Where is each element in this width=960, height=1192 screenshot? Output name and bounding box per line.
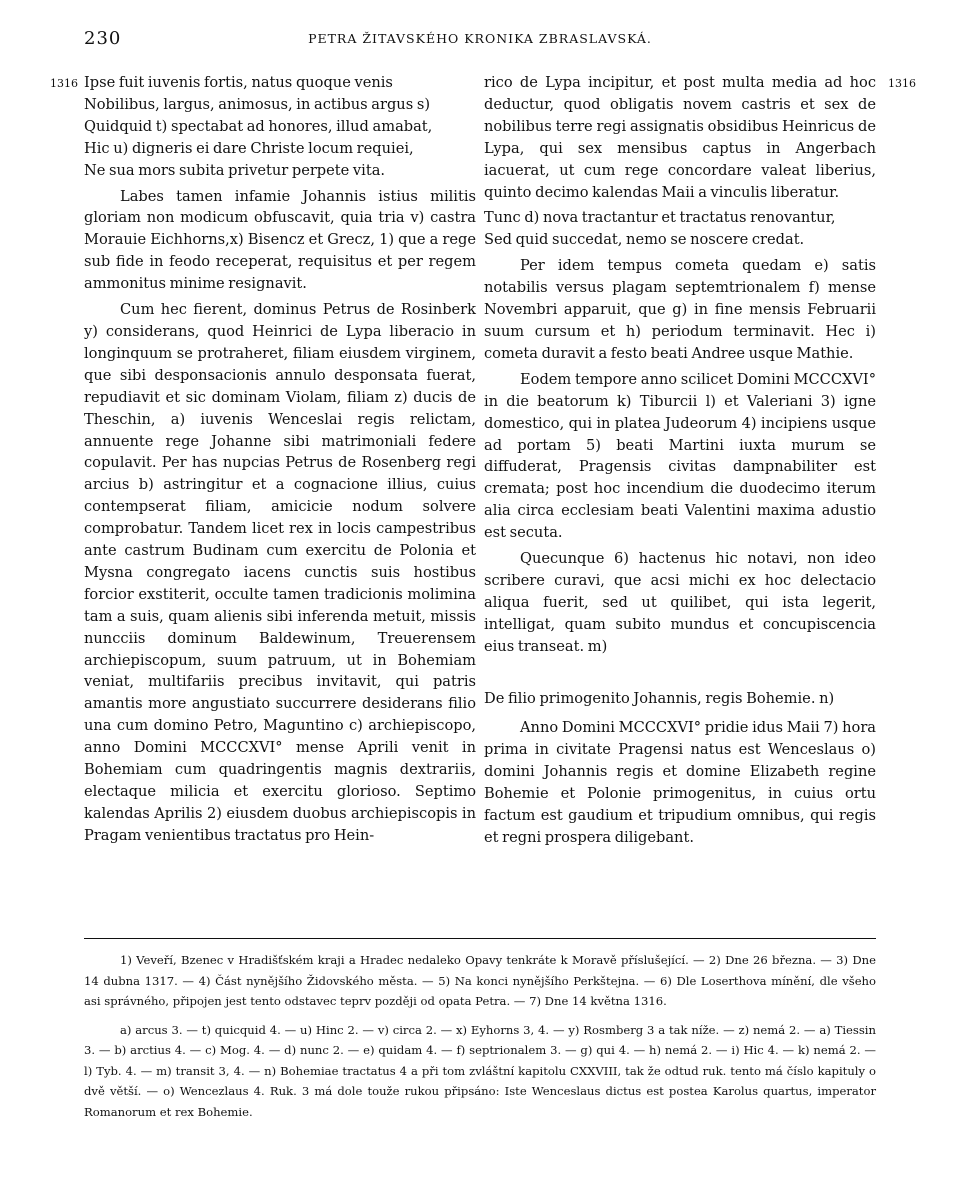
paragraph-quecunque: Quecunque 6) hactenus hic notavi, non ideo scribere curavi, que acsi michi ex hoc delectacio aliqua fuerit, sed ut quilibet, qui ista legerit, intelligat, quam subito mundus et concupiscencia eius transeat. m) <box>484 550 876 655</box>
epitaph-verse <box>84 72 476 182</box>
paragraph-labes: Labes tamen infamie Johannis istius militis gloriam non modicum obfuscavit, quia tria v) castra Morauie Eichhorns,x) Bisencz et Grecz, 1) que a rege sub fide in feodo receperat, requisitus et per regem ammonitus minime resignavit. <box>84 187 476 293</box>
left-column <box>84 72 476 851</box>
paragraph-cometa: Per idem tempus cometa quedam e) satis notabilis versus plagam septemtrionalem f) mense Novembri apparuit, que g) in fine mensis Februarii suum cursum et h) periodum terminavit. Hec i) cometa duravit a festo beati Andree usque Mathie. <box>484 257 876 362</box>
margin-year-left: 1316 <box>50 77 78 90</box>
verse-line: Sed quid succedat, nemo se noscere credat. <box>484 231 805 249</box>
right-column <box>484 72 876 853</box>
verse-line: Tunc d) nova tractantur et tractatus renovantur, <box>484 209 836 227</box>
page-header <box>84 28 876 52</box>
critical-apparatus: a) arcus 3. — t) quicquid 4. — u) Hinc 2. — v) circa 2. — x) Eyhorns 3, 4. — y) Rosmberg 3 a tak níže. — z) nemá 2. — a) Tiessin 3. — b) arctius 4. — c) Mog. 4. — d) nunc 2. — e) quidam 4. — f) septrionalem 3. — g) qui 4. — h) nemá 2. — i) Hic 4. — k) nemá 2. — l) Tyb. 4. — m) transit 3, 4. — n) Bohemiae tractatus 4 a při tom zvláštní kapitolu CXXVIII, tak že odtud ruk. tento má číslo kapituly o dvě větší. — o) Wencezlaus 4. Ruk. 3 má dole touže rukou připsáno: Iste Wenceslaus dictus est postea Karolus quartus, imperator Romanorum et rex Bohemie. <box>84 1022 876 1119</box>
verse-line: Ne sua mors subita privetur perpete vita. <box>84 161 386 179</box>
footnote-rule <box>84 938 876 939</box>
margin-year-right: 1316 <box>888 77 916 90</box>
paragraph-incendium: Eodem tempore anno scilicet Domini MCCCXVI° in die beatorum k) Tiburcii l) et Valeriani 3) igne domestico, qui in platea Judeorum 4) incipiens usque ad portam 5) beati Martini iuxta murum se diffuderat, Pragensis civitas dampnabiliter est cremata; post hoc incendium die duodecimo iterum alia circa ecclesiam beati Valentini maxima adustio est secuta. <box>484 370 876 542</box>
verse-line: Nobilibus, largus, animosus, in actibus argus s) <box>84 95 431 113</box>
paragraph-birth-wenceslaus: Anno Domini MCCCXVI° pridie idus Maii 7) hora prima in civitate Pragensi natus est Wenceslaus o) domini Johannis regis et domine Elizabeth regine Bohemie et Polonie primogenitus, in cuius ortu factum est gaudium et tripudium omnibus, qui regis et regni prospera diligebant. <box>484 719 876 846</box>
running-title: PETRA ŽITAVSKÉHO KRONIKA ZBRASLAVSKÁ. <box>308 31 652 46</box>
verse-line: Ipse fuit iuvenis fortis, natus quoque venis <box>84 74 393 91</box>
verse-line: Hic u) digneris ei dare Christe locum requiei, <box>84 139 414 157</box>
footnote-separator <box>84 1012 876 1020</box>
paragraph-rosinberk: Cum hec fierent, dominus Petrus de Rosinberk y) considerans, quod Heinrici de Lypa liberacio in longinquum se protraheret, filiam eiusdem virginem, que sibi desponsacionis annulo desponsata fuerat, repudiavit et sic dominam Violam, filiam z) ducis de Theschin, a) iuvenis Wenceslai regis relictam, annuente rege Johanne sibi matrimoniali federe copulavit. Per has nupcias Petrus de Rosenberg regi arcius b) astringitur et a cognacione illius, cuius contempserat filiam, amicicie nodum solvere comprobatur. Tandem licet rex in locis campestribus ante castrum Budinam cum exercitu de Polonia et Mysna congregato iacens cunctis suis hostibus forcior exstiterit, occulte tamen tradicionis molimina tam a suis, quam alienis sibi inferenda metuit, missis nuncciis dominum Baldewinum, Treuerensem archiepiscopum, suum patruum, ut in Bohemiam veniat, multifariis precibus invitavit, qui patris amantis more angustiato succurrere desiderans filio una cum domino Petro, Maguntino c) archiepiscopo, anno Domini MCCCXVI° mense Aprili venit in Bohemiam cum quadringentis magnis dextrariis, electaque milicia et exercitu glorioso. Septimo kalendas Aprilis 2) eiusdem duobus archiepiscopis in Pragam venientibus tractatus pro Hein- <box>84 301 476 844</box>
verse-line: Quidquid t) spectabat ad honores, illud amabat, <box>84 117 433 135</box>
footnotes <box>84 950 876 1122</box>
chapter-heading: De filio primogenito Johannis, regis Bohemie. n) <box>484 689 835 707</box>
paragraph-lypa-continuation: rico de Lypa incipitur, et post multa media ad hoc deductur, quod obligatis novem castris et sex de nobilibus terre regi assignatis obsidibus Heinricus de Lypa, qui sex mensibus captus in Angerbach iacuerat, ut cum rege concordare valeat liberius, quinto decimo kalendas Maii a vinculis liberatur. <box>484 74 876 201</box>
explanatory-footnotes: 1) Veveří, Bzenec v Hradišťském kraji a Hradec nedaleko Opavy tenkráte k Moravě příslušející. — 2) Dne 26 března. — 3) Dne 14 dubna 1317. — 4) Část nynějšího Židovského města. — 5) Na konci nynějšího Perkštejna. — 6) Dle Loserthova mínění, dle všeho asi správného, připojen jest tento odstavec teprv později od opata Petra. — 7) Dne 14 května 1316. <box>84 953 876 1008</box>
page-number: 230 <box>84 28 122 49</box>
tractatus-verse <box>484 207 876 251</box>
